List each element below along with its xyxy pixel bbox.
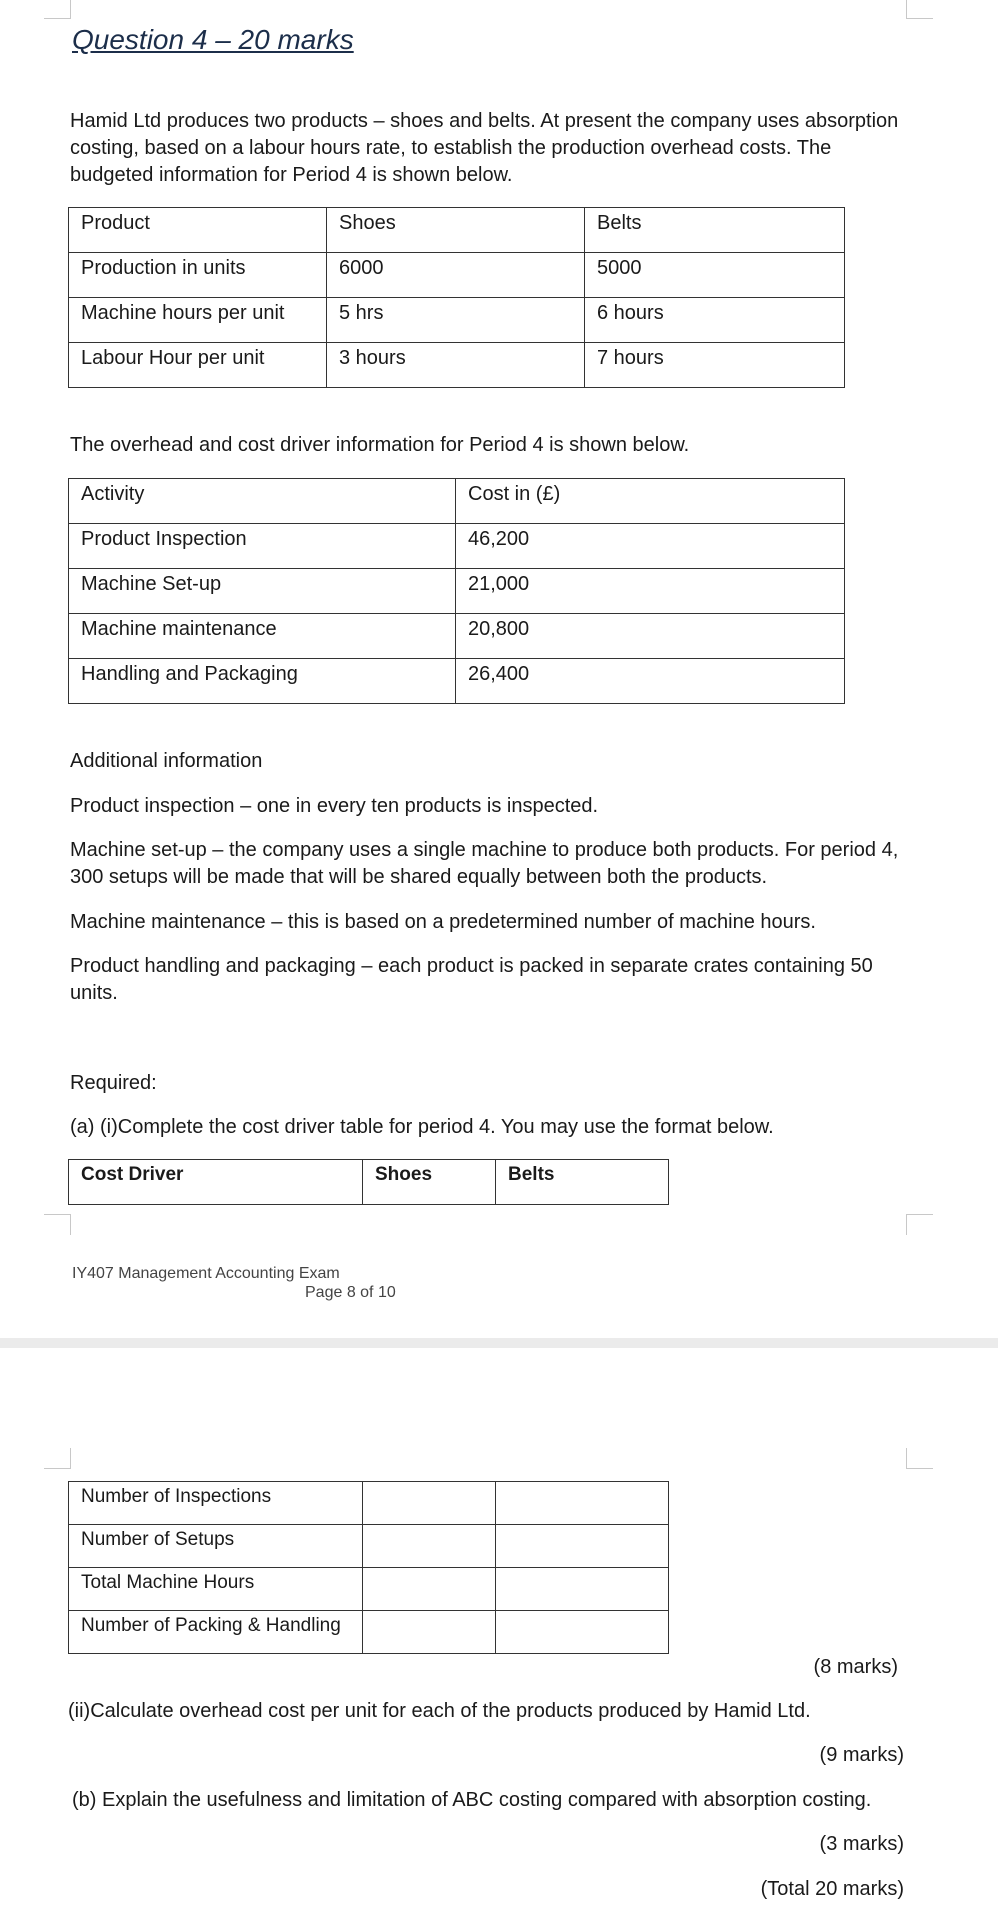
table-cell-empty — [363, 1482, 496, 1525]
part-a-ii-text: (ii)Calculate overhead cost per unit for each of the products produced by Hamid Ltd. — [68, 1700, 811, 1722]
question-title: Question 4 – 20 marks — [72, 24, 354, 55]
part-b-text: (b) Explain the usefulness and limitation of ABC costing compared with absorption costing. — [72, 1789, 872, 1811]
table-cell: Total Machine Hours — [69, 1568, 363, 1611]
additional-item: Product inspection – one in every ten products is inspected. — [70, 795, 599, 817]
budget-table — [68, 207, 845, 388]
table-header-cell: Belts — [496, 1160, 669, 1205]
table-header-cell: Cost in (£) — [456, 479, 845, 524]
table-cell: 46,200 — [456, 524, 845, 569]
table-row — [69, 253, 845, 298]
table-cell: Handling and Packaging — [69, 659, 456, 704]
table-cell: 20,800 — [456, 614, 845, 659]
footer-page-number: Page 8 of 10 — [305, 1284, 396, 1301]
table-cell-empty — [496, 1525, 669, 1568]
page-corner-mark — [906, 1448, 933, 1469]
table-cell: Machine maintenance — [69, 614, 456, 659]
page-break — [0, 1338, 998, 1348]
table-header-cell: Activity — [69, 479, 456, 524]
table-row — [69, 1482, 669, 1525]
overhead-intro: The overhead and cost driver information for Period 4 is shown below. — [70, 434, 690, 456]
table-cell: Machine Set-up — [69, 569, 456, 614]
page-corner-mark — [906, 1214, 933, 1235]
table-cell: 6 hours — [585, 298, 845, 343]
additional-item: Product handling and packaging – each product is packed in separate crates containing 50 units. — [70, 955, 873, 1004]
table-row — [69, 298, 845, 343]
table-header-row — [69, 1160, 669, 1205]
table-cell: Number of Inspections — [69, 1482, 363, 1525]
table-cell: 26,400 — [456, 659, 845, 704]
table-cell: 5000 — [585, 253, 845, 298]
table-header-cell: Product — [69, 208, 327, 253]
part-a-i-text: (a) (i)Complete the cost driver table for period 4. You may use the format below. — [70, 1116, 774, 1138]
table-cell: 3 hours — [327, 343, 585, 388]
table-cell: 6000 — [327, 253, 585, 298]
table-cell: Number of Packing & Handling — [69, 1611, 363, 1654]
page-corner-mark — [44, 0, 71, 19]
table-row — [69, 659, 845, 704]
table-cell-empty — [496, 1611, 669, 1654]
cost-driver-table-header — [68, 1159, 669, 1205]
table-cell: 21,000 — [456, 569, 845, 614]
table-cell: 5 hrs — [327, 298, 585, 343]
table-row — [69, 1611, 669, 1654]
table-cell-empty — [496, 1568, 669, 1611]
table-row — [69, 1525, 669, 1568]
table-cell: Number of Setups — [69, 1525, 363, 1568]
additional-item: Machine maintenance – this is based on a predetermined number of machine hours. — [70, 911, 816, 933]
table-row — [69, 343, 845, 388]
table-header-cell: Shoes — [327, 208, 585, 253]
table-row — [69, 524, 845, 569]
intro-paragraph: Hamid Ltd produces two products – shoes and belts. At present the company uses absorption costing, based on a labour hours rate, to establish the production overhead costs. The budgeted information for Period 4 is shown below. — [70, 110, 899, 186]
footer-exam-name: IY407 Management Accounting Exam — [72, 1265, 340, 1282]
table-header-cell: Cost Driver — [69, 1160, 363, 1205]
marks-b: (3 marks) — [819, 1833, 904, 1855]
table-header-row — [69, 208, 845, 253]
table-row — [69, 1568, 669, 1611]
table-cell: Labour Hour per unit — [69, 343, 327, 388]
table-header-row — [69, 479, 845, 524]
table-cell-empty — [496, 1482, 669, 1525]
page-corner-mark — [44, 1214, 71, 1235]
page-corner-mark — [44, 1448, 71, 1469]
cost-driver-table — [68, 1481, 669, 1654]
required-heading: Required: — [70, 1072, 157, 1094]
overhead-table — [68, 478, 845, 704]
marks-a-ii: (9 marks) — [819, 1744, 904, 1766]
table-row — [69, 569, 845, 614]
table-cell-empty — [363, 1611, 496, 1654]
additional-item: Machine set-up – the company uses a single machine to produce both products. For period 4, 300 setups will be made that will be shared equally between both the products. — [70, 839, 899, 888]
table-cell: Machine hours per unit — [69, 298, 327, 343]
table-cell: 7 hours — [585, 343, 845, 388]
table-cell-empty — [363, 1568, 496, 1611]
additional-heading: Additional information — [70, 750, 263, 772]
table-cell: Production in units — [69, 253, 327, 298]
table-cell: Product Inspection — [69, 524, 456, 569]
table-cell-empty — [363, 1525, 496, 1568]
table-header-cell: Shoes — [363, 1160, 496, 1205]
page-corner-mark — [906, 0, 933, 19]
table-row — [69, 614, 845, 659]
marks-a-i: (8 marks) — [813, 1656, 898, 1678]
marks-total: (Total 20 marks) — [760, 1878, 904, 1900]
table-header-cell: Belts — [585, 208, 845, 253]
